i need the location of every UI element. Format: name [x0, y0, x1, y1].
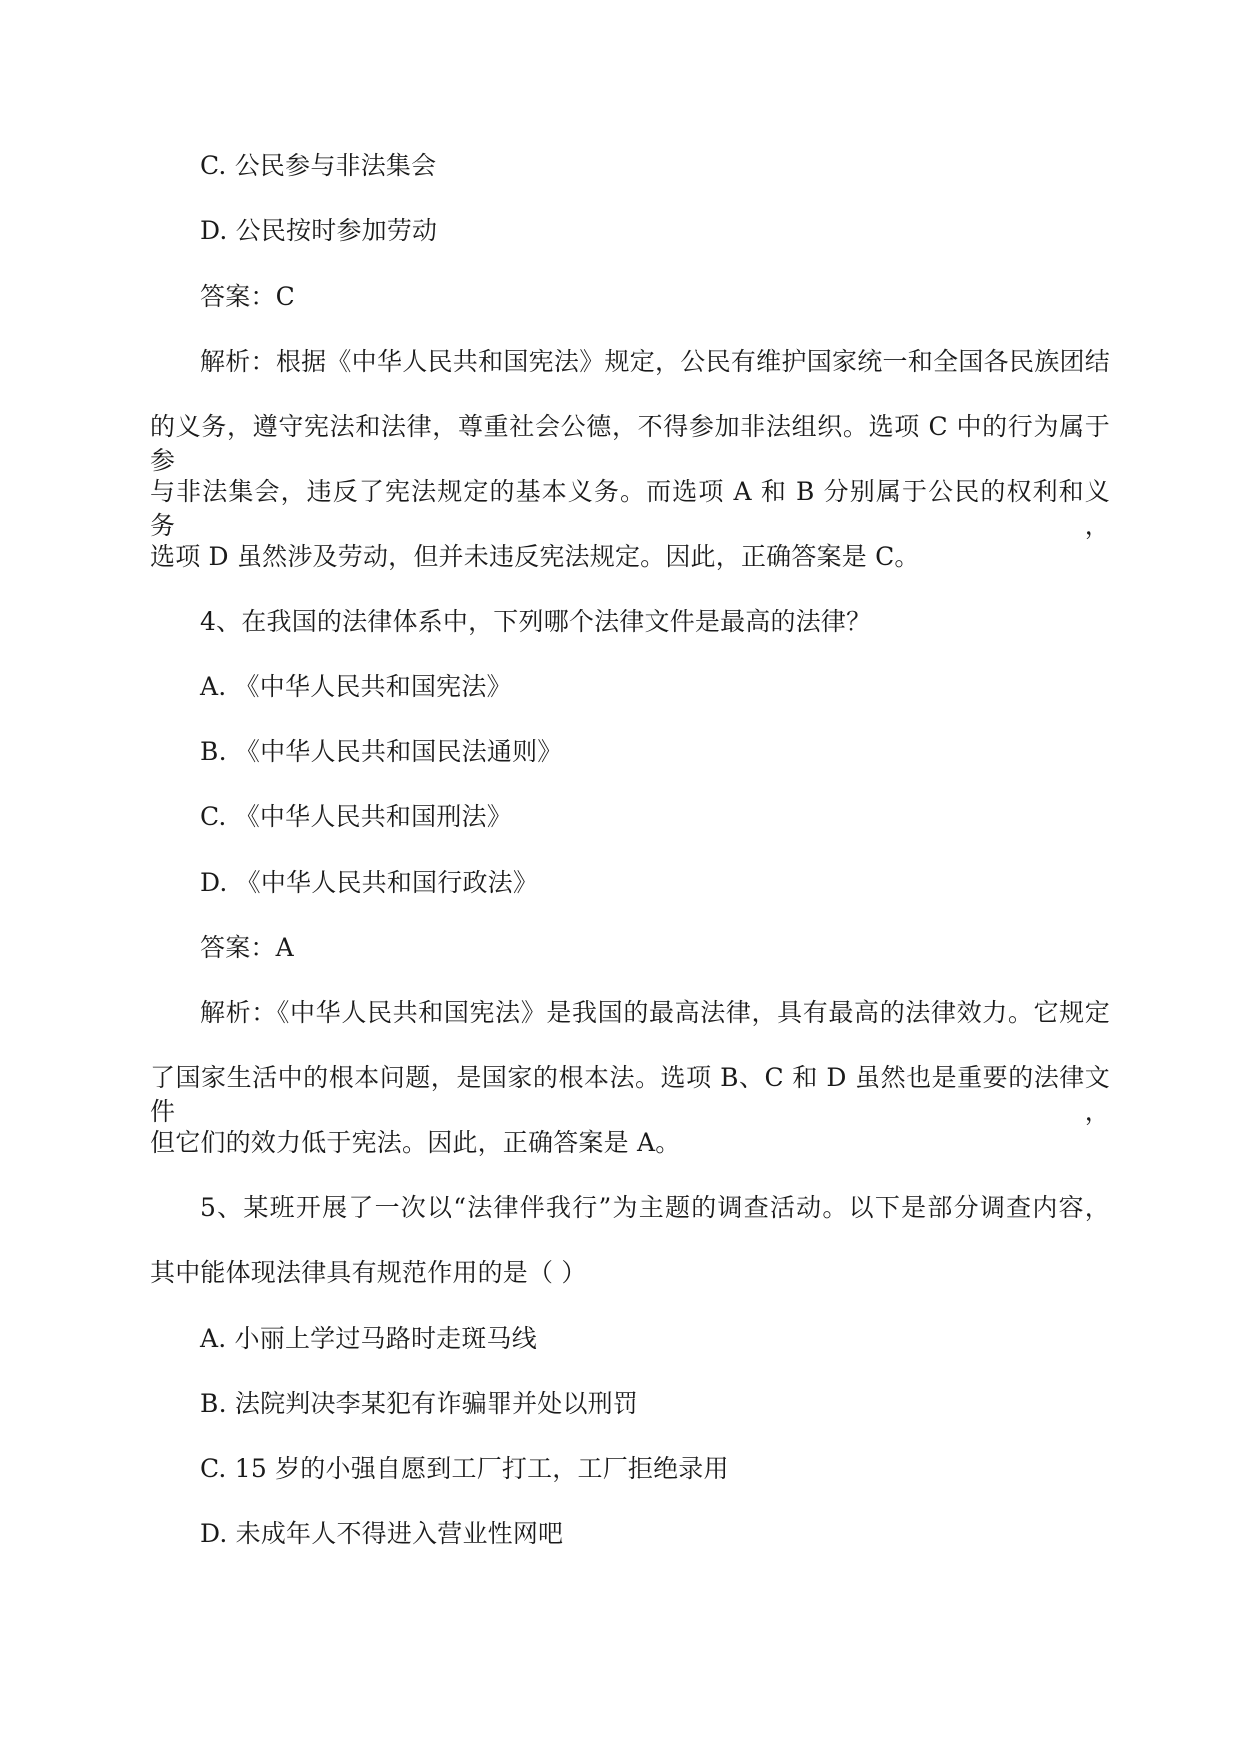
analysis-q3-line-4: 选项 D 虽然涉及劳动，但并未违反宪法规定。因此，正确答案是 C。 — [150, 542, 920, 571]
option-c-q4: C. 《中华人民共和国刑法》 — [200, 802, 512, 831]
analysis-q4-line-2: 了国家生活中的根本问题，是国家的根本法。选项 B、C 和 D 虽然也是重要的法律文件， — [150, 1063, 1110, 1126]
option-b-q4: B. 《中华人民共和国民法通则》 — [200, 737, 563, 766]
question-5-line-1: 5、某班开展了一次以“法律伴我行”为主题的调查活动。以下是部分调查内容， — [200, 1193, 1110, 1222]
option-d-q3: D. 公民按时参加劳动 — [200, 216, 438, 245]
answer-q3: 答案：C — [200, 282, 295, 311]
analysis-q3-line-2: 的义务，遵守宪法和法律，尊重社会公德，不得参加非法组织。选项 C 中的行为属于参 — [150, 412, 1110, 475]
analysis-q4-line-3: 但它们的效力低于宪法。因此，正确答案是 A。 — [150, 1128, 681, 1157]
option-a-q4: A. 《中华人民共和国宪法》 — [200, 672, 512, 701]
option-a-q5: A. 小丽上学过马路时走斑马线 — [200, 1324, 537, 1353]
question-4: 4、在我国的法律体系中，下列哪个法律文件是最高的法律？ — [200, 607, 872, 636]
option-d-q4: D. 《中华人民共和国行政法》 — [200, 868, 539, 897]
answer-q4: 答案：A — [200, 933, 294, 962]
option-b-q5: B. 法院判决李某犯有诈骗罪并处以刑罚 — [200, 1389, 639, 1418]
option-c-q3: C. 公民参与非法集会 — [200, 151, 437, 180]
analysis-q3-line-1: 解析：根据《中华人民共和国宪法》规定，公民有维护国家统一和全国各民族团结 — [200, 347, 1110, 376]
option-d-q5: D. 未成年人不得进入营业性网吧 — [200, 1519, 564, 1548]
analysis-q4-line-1: 解析：《中华人民共和国宪法》是我国的最高法律，具有最高的法律效力。它规定 — [200, 998, 1110, 1027]
question-5-line-2: 其中能体现法律具有规范作用的是（ ） — [150, 1258, 587, 1287]
analysis-q3-line-3: 与非法集会，违反了宪法规定的基本义务。而选项 A 和 B 分别属于公民的权利和义务， — [150, 477, 1110, 540]
option-c-q5: C. 15 岁的小强自愿到工厂打工，工厂拒绝录用 — [200, 1454, 729, 1483]
